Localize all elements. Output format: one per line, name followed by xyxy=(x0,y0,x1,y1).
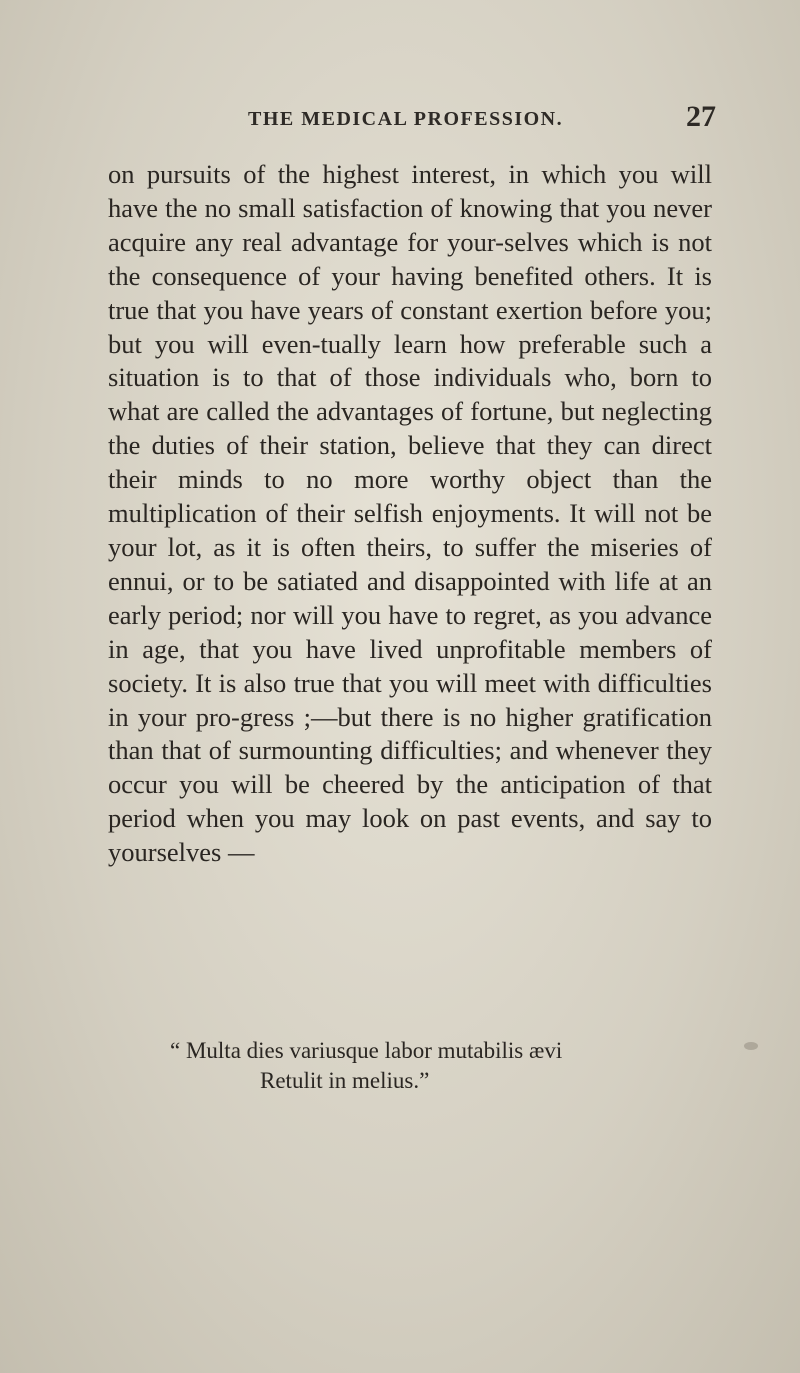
ink-smudge xyxy=(744,1042,758,1050)
quote-line-1: “ Multa dies variusque labor mutabilis ævi xyxy=(170,1038,563,1063)
latin-quotation xyxy=(170,1036,730,1096)
quote-line-2: Retulit in melius.” xyxy=(260,1068,430,1093)
body-paragraph: on pursuits of the highest interest, in which you will have the no small satisfaction of knowing that you never acquire any real advantage for your-selves which is not the consequence of your having benefited others. It is true that you have years of constant exertion before you; but you will even-tually learn how preferable such a situation is to that of those individuals who, born to what are called the advantages of fortune, but neglecting the duties of their station, believe that they can direct their minds to no more worthy object than the multiplication of their selfish enjoyments. It will not be your lot, as it is often theirs, to suffer the miseries of ennui, or to be satiated and disappointed with life at an early period; nor will you have to regret, as you advance in age, that you have lived unprofitable members of society. It is also true that you will meet with difficulties in your pro-gress ;—but there is no higher gratification than that of surmounting difficulties; and whenever they occur you will be cheered by the anticipation of that period when you may look on past events, and say to yourselves — xyxy=(108,159,712,868)
running-head: THE MEDICAL PROFESSION. xyxy=(248,108,564,130)
page-number: 27 xyxy=(686,100,716,133)
